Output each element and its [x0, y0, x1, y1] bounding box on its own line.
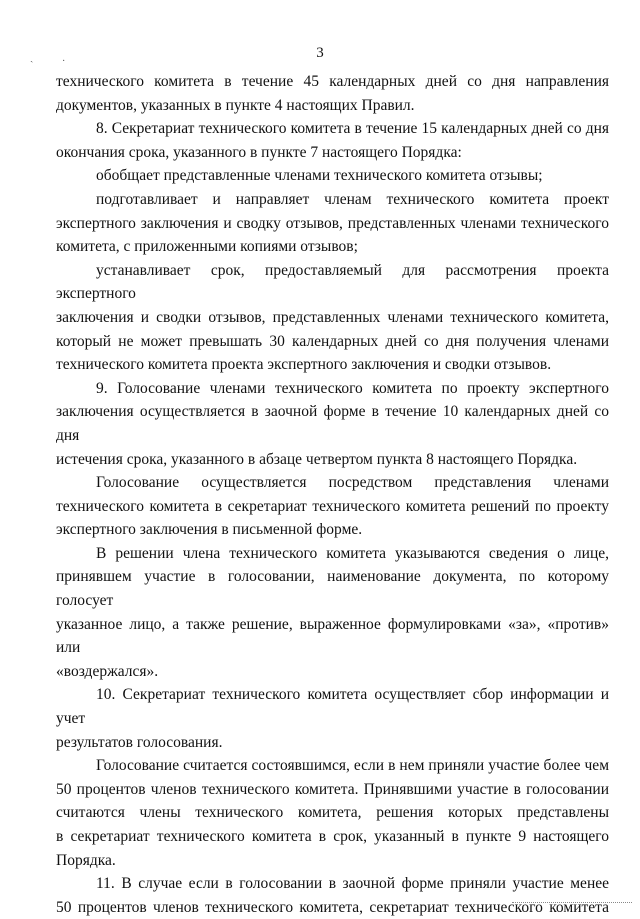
paragraph: [56, 188, 609, 259]
paragraph: [56, 164, 609, 188]
text-line: экспертного заключения в письменной форме.: [56, 521, 363, 539]
paragraph: [56, 471, 609, 542]
text-line: истечения срока, указанного в абзаце четвертом пункта 8 настоящего Порядка.: [56, 450, 578, 468]
text-line: комитета, с приложенными копиями отзывов;: [56, 238, 358, 256]
text-line: Голосование считается состоявшимся, если в нем приняли участие более чем: [96, 757, 609, 775]
scan-artifact: ·: [62, 56, 66, 67]
text-line: указанное лицо, а также решение, выраженное формулировками «за», «против» или: [56, 615, 609, 657]
text-line: В решении члена технического комитета указываются сведения о лице,: [96, 544, 609, 562]
text-line: принявшем участие в голосовании, наименование документа, по которому голосует: [56, 568, 609, 610]
paragraph: [56, 872, 609, 919]
text-line: который не может превышать 30 календарных дней со дня получения членами: [56, 332, 609, 350]
paragraph: [56, 377, 609, 471]
text-line: 9. Голосование членами технического комитета по проекту экспертного: [96, 379, 609, 397]
text-line: Голосование осуществляется посредством представления членами: [96, 474, 609, 492]
text-line: заключения и сводки отзывов, представленных членами технического комитета,: [56, 308, 609, 326]
text-line: технического комитета в течение 45 календарных дней со дня направления: [56, 73, 609, 90]
scan-artifact: ˏ: [30, 52, 34, 63]
text-line: в секретариат технического комитета в срок, указанный в пункте 9 настоящего: [56, 828, 609, 845]
paragraph: [56, 70, 609, 117]
paragraph: [56, 754, 609, 872]
text-line: Порядка.: [56, 851, 116, 869]
scan-edge-artifact: [512, 901, 632, 903]
text-line: считаются члены технического комитета, решения которых представлены: [56, 804, 609, 822]
text-line: окончания срока, указанного в пункте 7 настоящего Порядка:: [56, 143, 462, 161]
text-line: обобщает представленные членами технического комитета отзывы;: [96, 167, 543, 185]
text-line: устанавливает срок, предоставляемый для рассмотрения проекта экспертного: [56, 261, 609, 303]
paragraph: [56, 259, 609, 377]
page-number: 3: [316, 45, 324, 61]
paragraph: [56, 117, 609, 164]
document-body: [56, 70, 609, 919]
text-line: экспертного заключения и сводку отзывов, представленных членами технического: [56, 214, 609, 232]
text-line: заключения осуществляется в заочной форме в течение 10 календарных дней со дня: [56, 403, 609, 444]
text-line: «воздержался».: [56, 662, 159, 680]
text-line: технического комитета в секретариат технического комитета решений по проекту: [56, 497, 609, 515]
text-line: технического комитета проекта экспертного заключения и сводки отзывов.: [56, 356, 552, 374]
text-line: 10. Секретариат технического комитета осуществляет сбор информации и учет: [56, 686, 609, 728]
text-line: подготавливает и направляет членам технического комитета проект: [96, 190, 609, 208]
text-line: 8. Секретариат технического комитета в течение 15 календарных дней со дня: [96, 120, 609, 138]
text-line: 50 процентов членов технического комитета, секретариат технического комитета: [56, 898, 609, 916]
text-line: 50 процентов членов технического комитета. Принявшими участие в голосовании: [56, 780, 609, 798]
text-line: документов, указанных в пункте 4 настоящих Правил.: [56, 96, 415, 114]
paragraph: [56, 542, 609, 684]
paragraph: [56, 683, 609, 754]
text-line: 11. В случае если в голосовании в заочной форме приняли участие менее: [96, 875, 609, 893]
text-line: результатов голосования.: [56, 733, 223, 751]
